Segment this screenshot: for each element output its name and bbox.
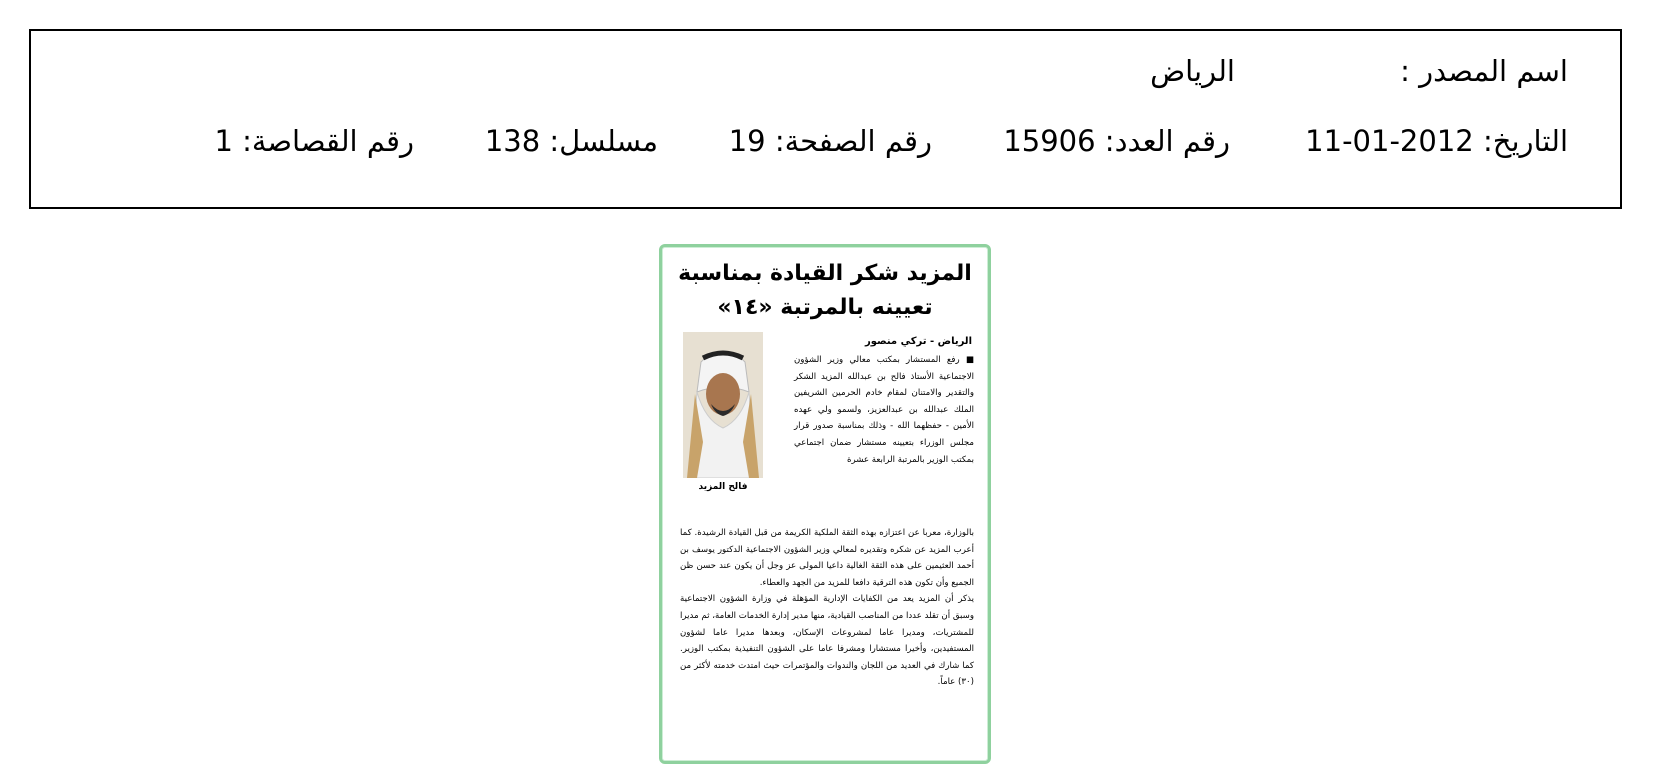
source-value: الرياض <box>1150 54 1235 88</box>
clip-headline <box>672 257 978 325</box>
clip-number: رقم القصاصة: 1 <box>214 124 414 158</box>
headline-line-1: المزيد شكر القيادة بمناسبة <box>678 261 972 286</box>
headline-line-2: تعيينه بالمرتبة «١٤» <box>717 295 933 320</box>
portrait-photo <box>683 332 763 478</box>
issue-number: رقم العدد: 15906 <box>1003 124 1230 158</box>
clipping-header-box <box>29 29 1622 209</box>
byline: الرياض - تركي منصور <box>864 336 972 347</box>
article-paragraph-2: بالوزارة، معربا عن اعتزازه بهذه الثقة الملكية الكريمة من قبل القيادة الرشيدة. كما أعرب المزيد عن شكره وتقديره لمعالي وزير الشؤون الاجتماعية الدكتور يوسف بن أحمد العثيمين على هذه الثقة الغالية داعيا المولى عز وجل أن يكون عند حسن ظن الجميع وأن تكون هذه الترقية دافعا للمزيد من الجهد والعطاء. <box>680 528 974 588</box>
photo-caption: فالح المزيد <box>698 482 748 492</box>
source-label: اسم المصدر : <box>1400 54 1568 88</box>
serial-number: مسلسل: 138 <box>484 124 658 158</box>
portrait-icon <box>683 332 763 478</box>
date-field: التاريخ: 2012-01-11 <box>1305 124 1568 158</box>
article-body-wide <box>680 525 974 691</box>
newspaper-clipping <box>659 244 991 764</box>
page-number: رقم الصفحة: 19 <box>728 124 932 158</box>
article-paragraph-3: يذكر أن المزيد يعد من الكفايات الإدارية المؤهلة في وزارة الشؤون الاجتماعية وسبق أن تقلد عددا من المناصب القيادية، منها مدير إدارة الخدمات العامة، ثم مديرا للمشتريات، ومديرا عاما لمشروعات الإسكان، وبعدها مديرا عاما لشؤون المستفيدين، وأخيرا مستشارا ومشرفا عاما على الشؤون التنفيذية بمكتب الوزير. كما شارك في العديد من اللجان والندوات والمؤتمرات حيث امتدت خدمته لأكثر من (٣٠) عاماً. <box>680 594 974 688</box>
article-paragraph-1: ■ رفع المستشار بمكتب معالي وزير الشؤون الاجتماعية الأستاذ فالح بن عبدالله المزيد الشكر والتقدير والامتنان لمقام خادم الحرمين الشريفين الملك عبدالله بن عبدالعزيز، ولسمو ولي عهده الأمين - حفظهما الله - وذلك بمناسبة صدور قرار مجلس الوزراء بتعيينه مستشار ضمان اجتماعي بمكتب الوزير بالمرتبة الرابعة عشرة <box>794 355 974 465</box>
